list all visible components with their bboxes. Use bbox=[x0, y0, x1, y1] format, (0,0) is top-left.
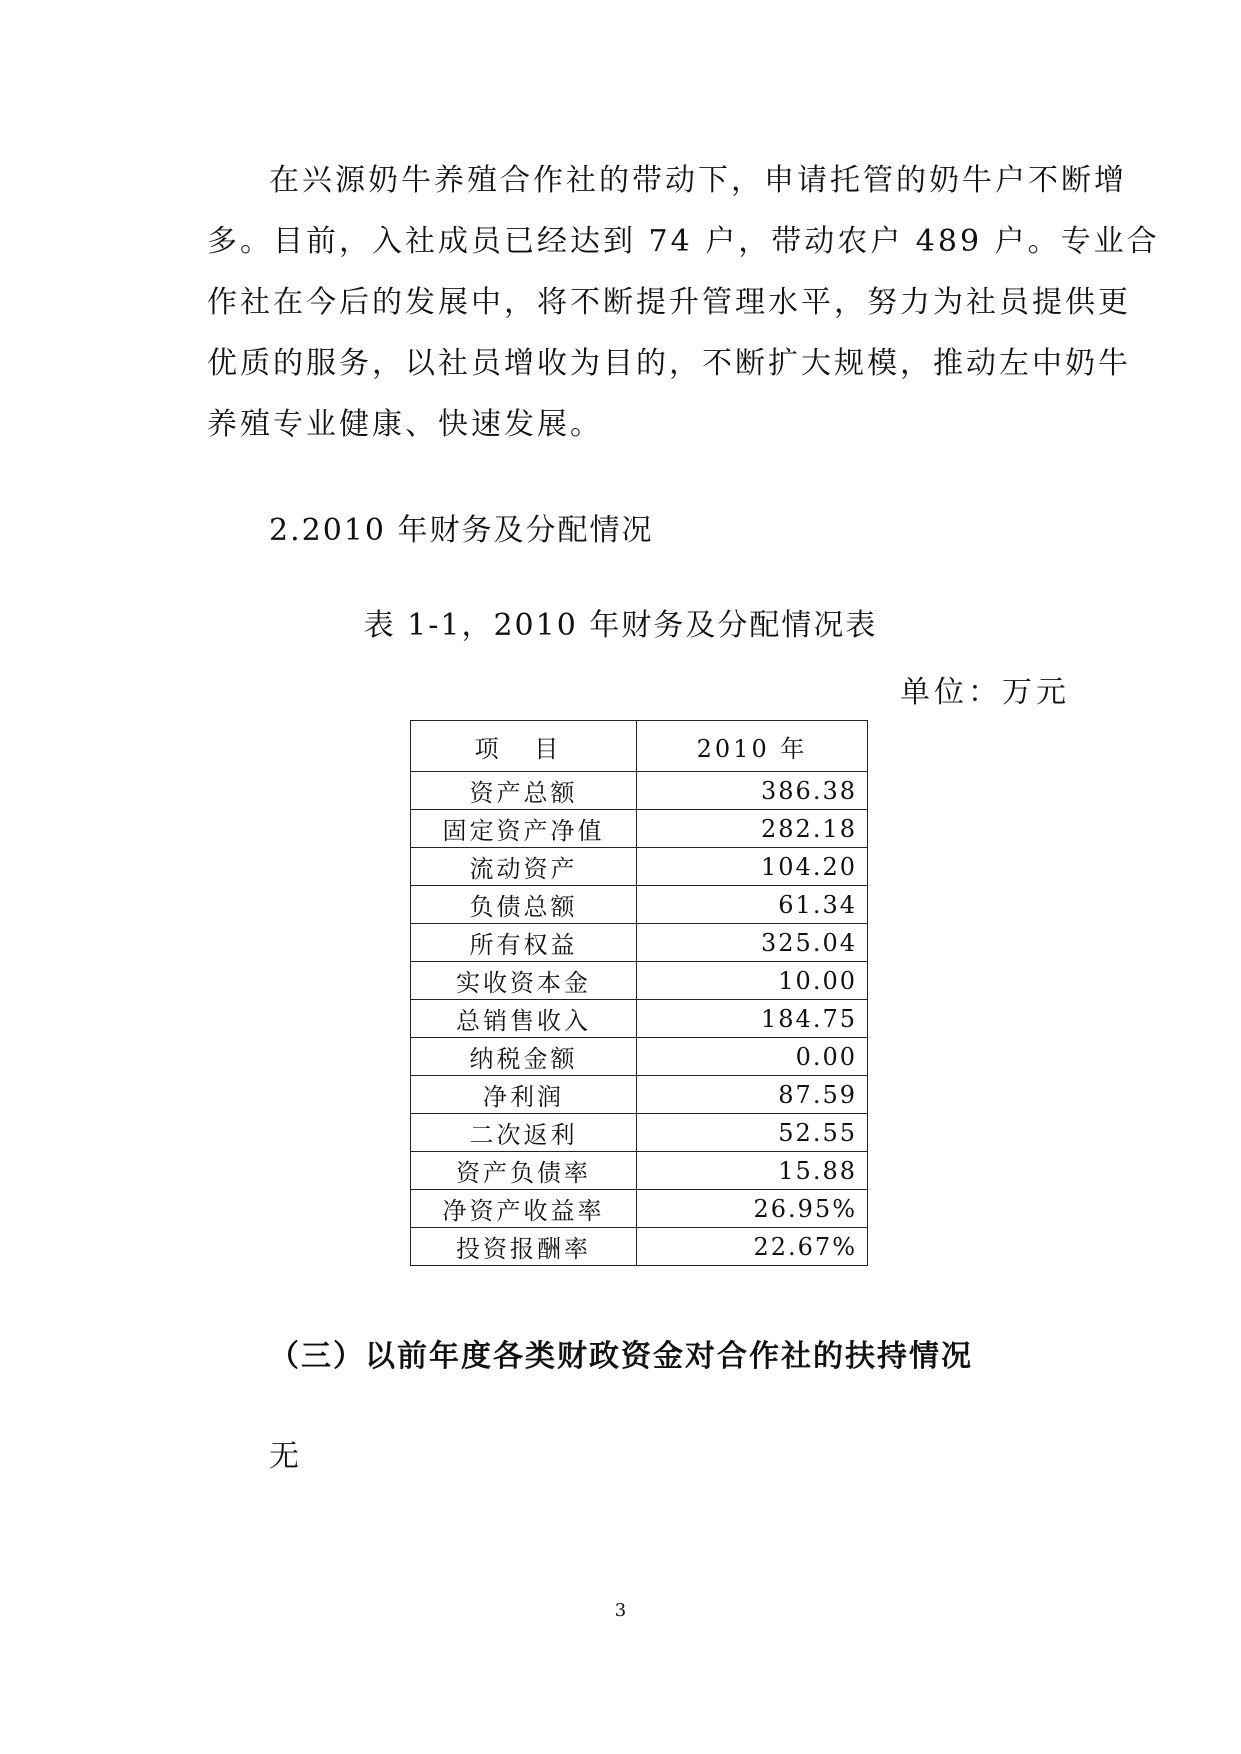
row-item-name: 负债总额 bbox=[411, 886, 637, 924]
table-unit: 单位：万元 bbox=[900, 675, 1070, 710]
table-caption: 表 1-1，2010 年财务及分配情况表 bbox=[363, 608, 878, 643]
table-row bbox=[411, 1152, 868, 1190]
row-item-name: 固定资产净值 bbox=[411, 810, 637, 848]
paragraph-line: 养殖专业健康、快速发展。 bbox=[207, 407, 603, 442]
row-item-name: 资产总额 bbox=[411, 772, 637, 810]
row-item-name: 净利润 bbox=[411, 1076, 637, 1114]
row-item-value: 10.00 bbox=[637, 962, 868, 1000]
financial-table bbox=[410, 720, 868, 1266]
paragraph-line: 多。目前，入社成员已经达到 74 户，带动农户 489 户。专业合 bbox=[207, 224, 1160, 259]
row-item-name: 流动资产 bbox=[411, 848, 637, 886]
row-item-name: 纳税金额 bbox=[411, 1038, 637, 1076]
row-item-value: 87.59 bbox=[637, 1076, 868, 1114]
row-item-value: 61.34 bbox=[637, 886, 868, 924]
row-item-value: 104.20 bbox=[637, 848, 868, 886]
paragraph-line: 在兴源奶牛养殖合作社的带动下，申请托管的奶牛户不断增 bbox=[269, 163, 1127, 198]
table-row bbox=[411, 810, 868, 848]
table-header-row bbox=[411, 721, 868, 772]
row-item-value: 386.38 bbox=[637, 772, 868, 810]
table-row bbox=[411, 772, 868, 810]
row-item-name: 所有权益 bbox=[411, 924, 637, 962]
row-item-name: 二次返利 bbox=[411, 1114, 637, 1152]
row-item-name: 净资产收益率 bbox=[411, 1190, 637, 1228]
row-item-name: 实收资本金 bbox=[411, 962, 637, 1000]
row-item-name: 资产负债率 bbox=[411, 1152, 637, 1190]
table-row bbox=[411, 1228, 868, 1266]
table-row bbox=[411, 1076, 868, 1114]
table-row bbox=[411, 886, 868, 924]
body-paragraph bbox=[207, 150, 1160, 455]
paragraph-line: 作社在今后的发展中，将不断提升管理水平，努力为社员提供更 bbox=[207, 285, 1131, 320]
row-item-name: 投资报酬率 bbox=[411, 1228, 637, 1266]
section-heading: （三）以前年度各类财政资金对合作社的扶持情况 bbox=[269, 1339, 973, 1374]
table-row bbox=[411, 1000, 868, 1038]
table-row bbox=[411, 1038, 868, 1076]
table-row bbox=[411, 924, 868, 962]
table-row bbox=[411, 1190, 868, 1228]
page-number: 3 bbox=[614, 1600, 627, 1621]
table-row bbox=[411, 1114, 868, 1152]
row-item-name: 总销售收入 bbox=[411, 1000, 637, 1038]
section-body: 无 bbox=[269, 1439, 299, 1474]
table-body bbox=[411, 772, 868, 1266]
row-item-value: 184.75 bbox=[637, 1000, 868, 1038]
row-item-value: 22.67% bbox=[637, 1228, 868, 1266]
table-row bbox=[411, 848, 868, 886]
row-item-value: 26.95% bbox=[637, 1190, 868, 1228]
column-header-item: 项 目 bbox=[411, 721, 637, 772]
column-header-year: 2010 年 bbox=[637, 721, 868, 772]
row-item-value: 325.04 bbox=[637, 924, 868, 962]
table-row bbox=[411, 962, 868, 1000]
row-item-value: 52.55 bbox=[637, 1114, 868, 1152]
paragraph-line: 优质的服务，以社员增收为目的，不断扩大规模，推动左中奶牛 bbox=[207, 346, 1131, 381]
row-item-value: 15.88 bbox=[637, 1152, 868, 1190]
row-item-value: 282.18 bbox=[637, 810, 868, 848]
row-item-value: 0.00 bbox=[637, 1038, 868, 1076]
subheading: 2.2010 年财务及分配情况 bbox=[269, 513, 654, 548]
